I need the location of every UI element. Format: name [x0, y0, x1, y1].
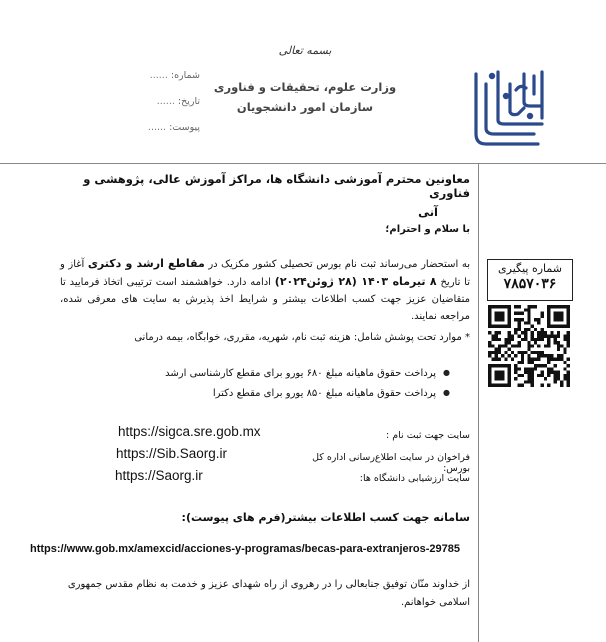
qr-code-icon: [488, 305, 570, 387]
university-evaluation-label: سایت ارزشیابی دانشگاه ها:: [359, 473, 470, 484]
body-bold-degree: مقاطع ارشد و دکتری: [87, 257, 205, 270]
body-bold-deadline: ۸ تیرماه ۱۴۰۳ (۲۸ ژوئن۲۰۲۴): [274, 275, 437, 288]
greeting: با سلام و احترام؛: [385, 224, 470, 235]
scholarship-call-label: فراخوان در سایت اطلاع‌رسانی اداره کل بورس:: [312, 452, 470, 474]
letter-attachment-dots: ......: [147, 122, 167, 133]
organization-name: سازمان امور دانشجویان: [236, 100, 374, 114]
body-text-2: آغاز و تا تاریخ: [60, 259, 470, 288]
letter-attachment-field: [100, 122, 200, 133]
letter-number-label: شماره:: [170, 70, 200, 81]
basmala-heading: بسمه تعالی: [278, 44, 332, 57]
addressee: معاونین محترم آموزشی دانشگاه ها، مراکز آموزش عالی، پژوهشی و فناوری: [83, 172, 470, 200]
tracking-number: ۷۸۵۷۰۳۶: [503, 276, 557, 292]
university-evaluation-link[interactable]: https://Saorg.ir: [115, 468, 203, 483]
letter-date-label: تاریخ:: [177, 96, 200, 107]
registration-site-link[interactable]: https://sigca.sre.gob.mx: [118, 424, 261, 439]
margin-divider: [478, 164, 479, 642]
letter-number-dots: ......: [149, 70, 168, 81]
body-text-3: ادامه دارد. خواهشمند است ترتیبی اتخاذ فرمایید تا متقاضیان عزیز جهت کسب اطلاعات بیشتر و شرایط اخذ پذیرش به سایت های معرفی شده، مراجعه نمایند.: [60, 277, 470, 322]
organization-logo-icon: [468, 62, 550, 150]
letter-attachment-label: پیوست:: [169, 122, 200, 133]
body-text-1: به استحضار می‌رساند ثبت نام بورس تحصیلی کشور مکزیک در: [208, 259, 470, 270]
body-paragraph: [60, 255, 470, 325]
list-item: ● پرداخت حقوق ماهیانه مبلغ ۸۵۰ یورو برای مقطع دکترا: [60, 388, 450, 408]
urgency-label: آنی: [418, 205, 438, 219]
list-item: ● پرداخت حقوق ماهیانه مبلغ ۶۸۰ یورو برای مقطع کارشناسی ارشد: [60, 368, 450, 388]
closing-paragraph: از خداوند منّان توفیق جنابعالی را در رهروی از راه شهدای عزیز و خدمت به نظام مقدس جمهوری اسلامی خواهانم.: [67, 579, 470, 608]
header-divider: [0, 163, 606, 164]
portal-heading: سامانه جهت کسب اطلاعات بیشتر(فرم های پیوست):: [181, 511, 470, 524]
letter-number-field: [100, 70, 200, 81]
ministry-name: وزارت علوم، تحقیقات و فناوری: [213, 80, 397, 94]
letter-date-field: [100, 96, 200, 107]
letter-date-dots: ......: [156, 96, 175, 107]
covered-items: * موارد تحت پوشش شامل: هزینه ثبت نام، شهریه، مقرری، خوابگاه، بیمه درمانی: [134, 332, 470, 343]
registration-site-label: سایت جهت ثبت نام :: [386, 430, 470, 441]
scholarship-call-link[interactable]: https://Sib.Saorg.ir: [116, 446, 228, 461]
stipend-list: [60, 368, 450, 408]
tracking-label: شماره پیگیری: [498, 262, 562, 275]
tracking-box: [487, 259, 573, 301]
portal-link[interactable]: https://www.gob.mx/amexcid/acciones-y-programas/becas-para-extranjeros-29785: [30, 543, 460, 555]
